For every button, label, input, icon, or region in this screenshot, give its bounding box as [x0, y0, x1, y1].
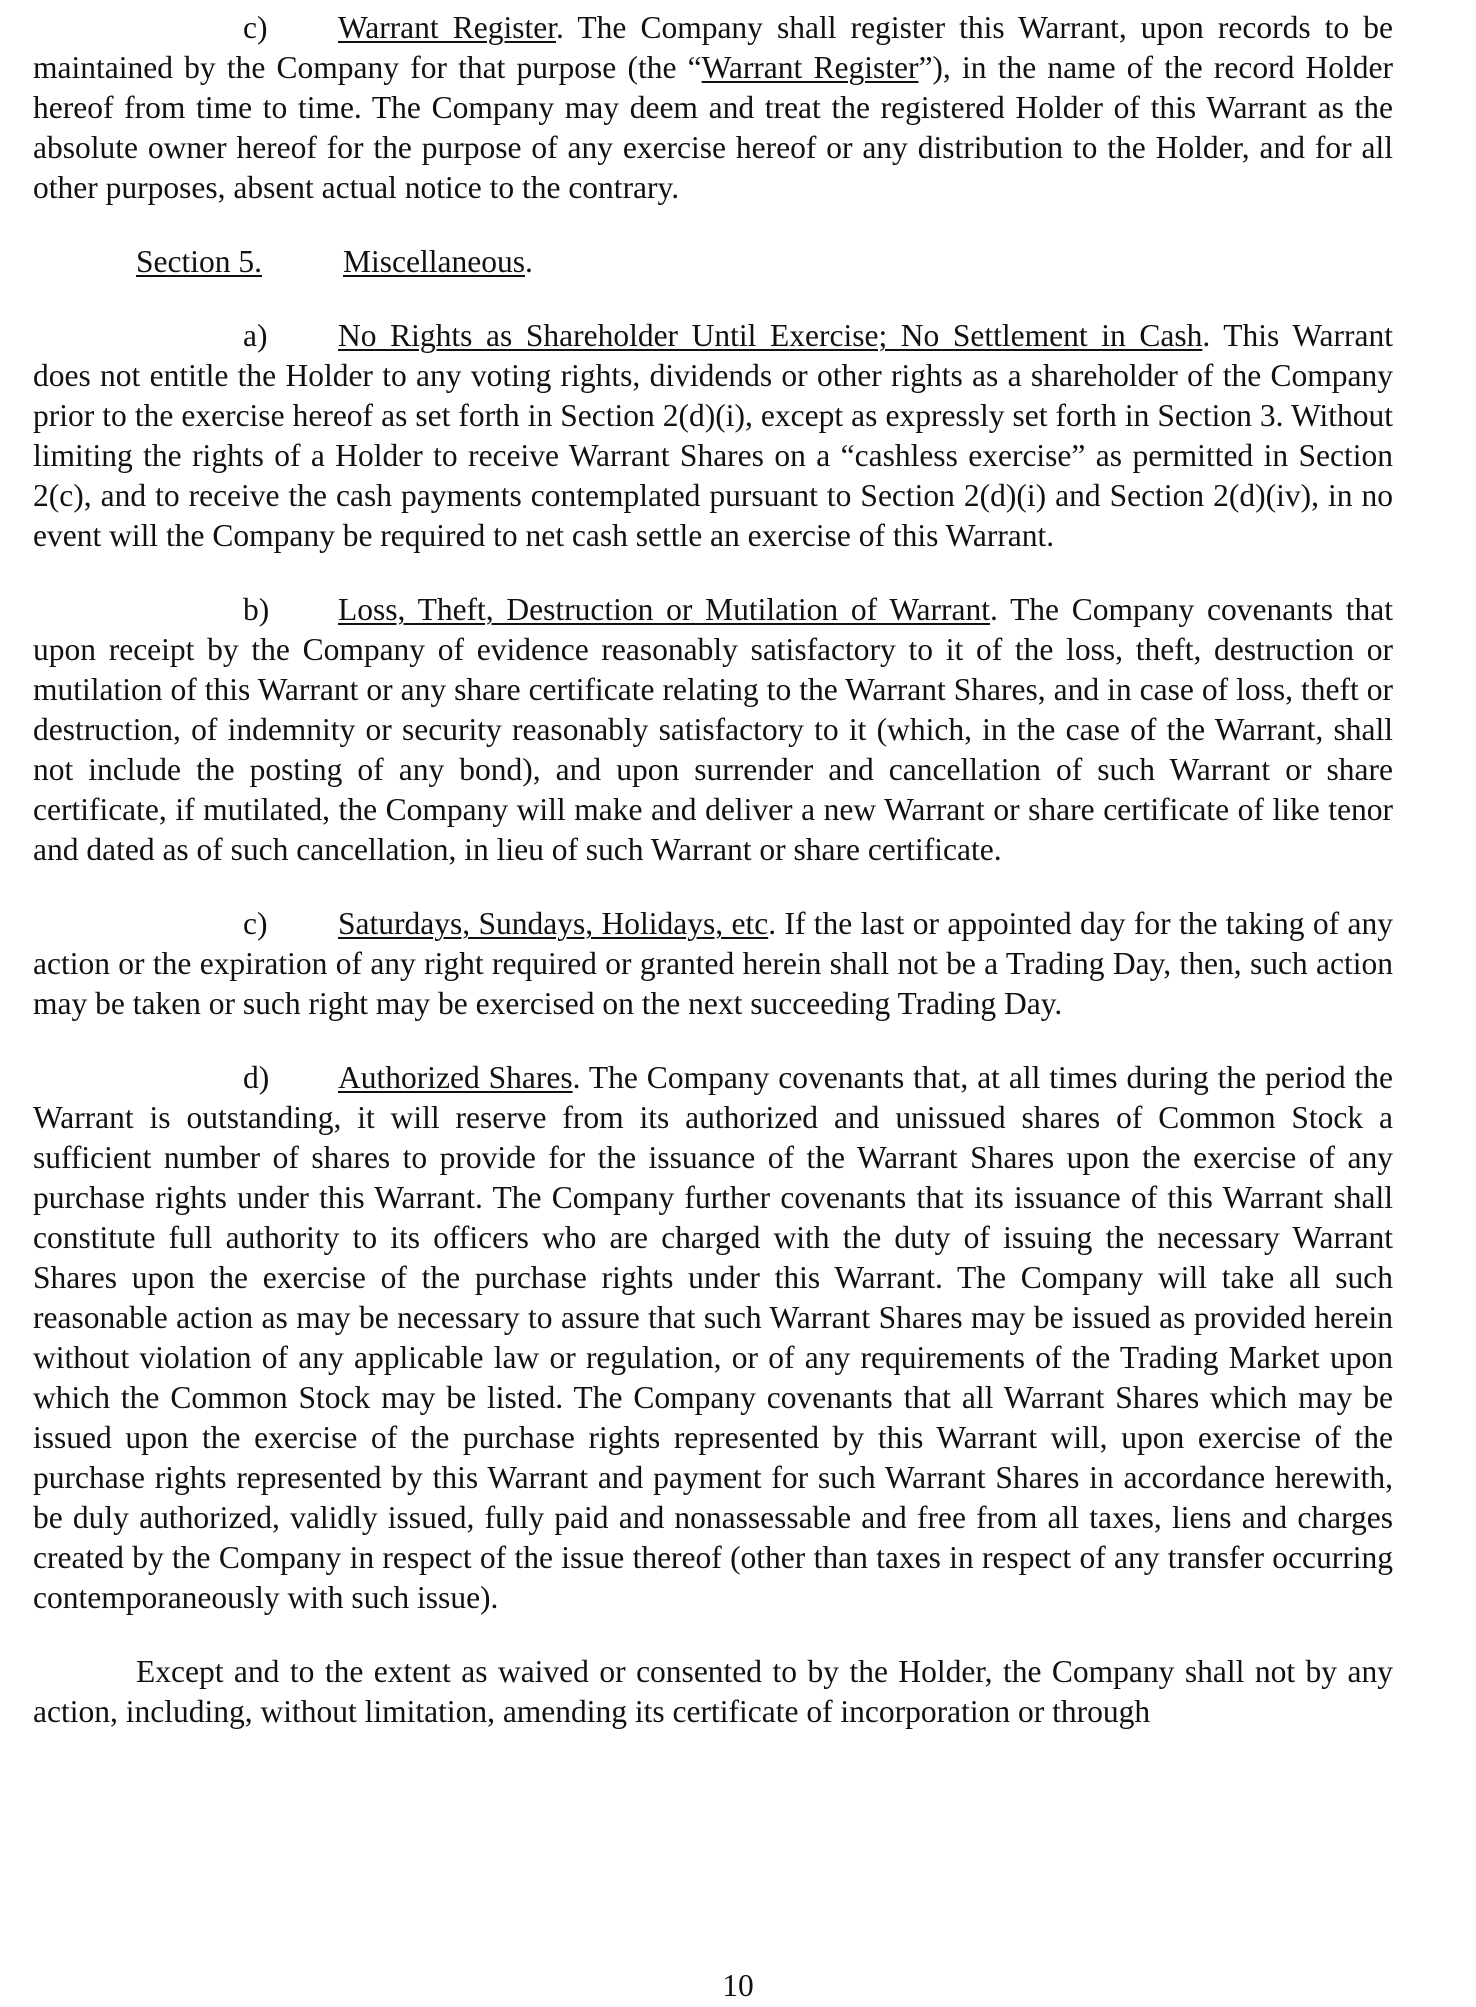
paragraph-text: . The Company covenants that upon receipt by the Company of evidence reasonably satisfactory to it of the loss, theft, destruction or mutilation of this Warrant or any share certificate relating to the Warrant Shares, and in case of loss, theft or destruction, of indemnity or security reasonably satisfactory to it (which, in the case of the Warrant, shall not include the posting of any bond), and upon surrender and cancellation of such Warrant or share certificate, if mutilated, the Company will make and deliver a new Warrant or share certificate of like tenor and dated as of such cancellation, in lieu of such Warrant or share certificate.: [33, 592, 1393, 867]
paragraph-heading: No Rights as Shareholder Until Exercise; No Settlement in Cash: [338, 318, 1203, 353]
section-number: Section 5.: [136, 244, 262, 279]
paragraph-warrant-register: [33, 8, 1393, 208]
defined-term: Warrant Register: [701, 50, 919, 85]
paragraph-label: a): [243, 318, 268, 353]
paragraph-heading: Warrant Register: [338, 10, 556, 45]
paragraph-no-rights: [33, 316, 1393, 556]
paragraph-label: d): [243, 1060, 270, 1095]
paragraph-heading: Saturdays, Sundays, Holidays, etc: [338, 906, 769, 941]
section-title-suffix: .: [524, 244, 533, 279]
paragraph-text: ”), in the name of the record Holder hereof from time to time. The Company may deem and treat the registered Holder of this Warrant as the absolute owner hereof for the purpose of any exercise hereof or any distribution to the Holder, and for all other purposes, absent actual notice to the contrary.: [33, 50, 1393, 205]
paragraph-label: c): [243, 10, 268, 45]
paragraph-heading: Loss, Theft, Destruction or Mutilation of Warrant: [338, 592, 990, 627]
page-number: 10: [722, 1968, 754, 2003]
paragraph-text: . This Warrant does not entitle the Holder to any voting rights, dividends or other rights as a shareholder of the Company prior to the exercise hereof as set forth in Section 2(d)(i), except as expressly set forth in Section 3. Without limiting the rights of a Holder to receive Warrant Shares on a “cashless exercise” as permitted in Section 2(c), and to receive the cash payments contemplated pursuant to Section 2(d)(i) and Section 2(d)(iv), in no event will the Company be required to net cash settle an exercise of this Warrant.: [33, 318, 1393, 553]
paragraph-except: [33, 1652, 1393, 1732]
paragraph-label: b): [243, 592, 270, 627]
document-page: [33, 8, 1393, 1766]
section-title: Miscellaneous: [343, 244, 525, 279]
paragraph-text: Except and to the extent as waived or consented to by the Holder, the Company shall not by any action, including, without limitation, amending its certificate of incorporation or through: [33, 1654, 1393, 1729]
paragraph-authorized-shares: [33, 1058, 1393, 1618]
paragraph-heading: Authorized Shares: [338, 1060, 573, 1095]
paragraph-text: . The Company covenants that, at all times during the period the Warrant is outstanding, it will reserve from its authorized and unissued shares of Common Stock a sufficient number of shares to provide for the issuance of the Warrant Shares upon the exercise of any purchase rights under this Warrant. The Company further covenants that its issuance of this Warrant shall constitute full authority to its officers who are charged with the duty of issuing the necessary Warrant Shares upon the exercise of the purchase rights under this Warrant. The Company will take all such reasonable action as may be necessary to assure that such Warrant Shares may be issued as provided herein without violation of any applicable law or regulation, or of any requirements of the Trading Market upon which the Common Stock may be listed. The Company covenants that all Warrant Shares which may be issued upon the exercise of the purchase rights represented by this Warrant will, upon exercise of the purchase rights represented by this Warrant and payment for such Warrant Shares in accordance herewith, be duly authorized, validly issued, fully paid and nonassessable and free from all taxes, liens and charges created by the Company in respect of the issue thereof (other than taxes in respect of any transfer occurring contemporaneously with such issue).: [33, 1060, 1394, 1615]
paragraph-text: . The Company shall register this Warrant, upon records to be maintained by the Company for that purpose (the “: [33, 10, 1394, 85]
paragraph-holidays: [33, 904, 1393, 1024]
section-heading: [33, 242, 1393, 282]
paragraph-loss-theft: [33, 590, 1393, 870]
paragraph-label: c): [243, 906, 268, 941]
paragraph-text: . If the last or appointed day for the taking of any action or the expiration of any right required or granted herein shall not be a Trading Day, then, such action may be taken or such right may be exercised on the next succeeding Trading Day.: [33, 906, 1394, 1021]
